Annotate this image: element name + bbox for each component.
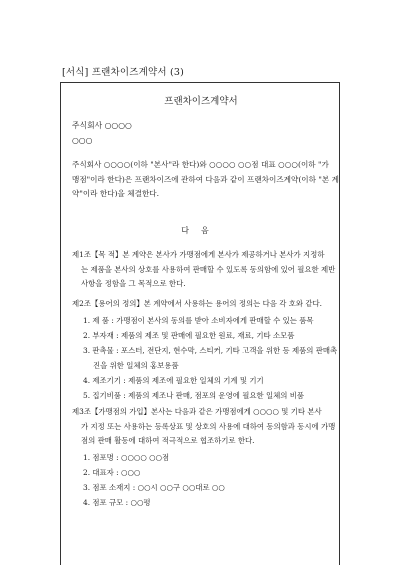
party-name: ○○○ (72, 136, 93, 145)
article-1 (72, 248, 336, 292)
intro-line: 주식회사 ○○○○(이하 "본사"라 한다)와 ○○○○ ○○점 대표 ○○○(이하 "가 (72, 160, 329, 169)
article-1-line: 제1조【목 적】본 계약은 본사가 가맹점에게 본사가 제공하거나 본사가 지정하 (72, 250, 325, 259)
article-2-item-continued: 진을 위한 일체의 홍보용품 (93, 361, 179, 370)
article-3 (72, 405, 336, 449)
article-3-line: 제3조【가맹점의 가입】본사는 다음과 같은 가맹점에게 ○○○○ 및 기타 본사 (72, 407, 322, 416)
article-3-item: 3. 점포 소재지 : ○○시 ○○구 ○○대로 ○○ (83, 483, 225, 492)
article-3-item: 1. 점포명 : ○○○○ ○○점 (83, 453, 170, 462)
article-1-line: 사항을 정함을 그 목적으로 한다. (81, 279, 186, 288)
contract-document (60, 82, 340, 565)
article-3-line: 점의 판매 활동에 대하여 적극적으로 협조하기로 한다. (81, 436, 255, 445)
article-2-item: 2. 부자재 : 제품의 제조 및 판매에 필요한 원료, 재료, 기타 소모품 (83, 331, 295, 340)
article-2 (72, 297, 336, 312)
center-heading: 다음 (181, 226, 221, 235)
intro-line: 약"이라 한다)을 체결한다. (72, 189, 160, 198)
article-2-item: 4. 제조기기 : 제품의 제조에 필요한 일체의 기계 및 기기 (83, 376, 264, 385)
document-title: 프랜차이즈계약서 (164, 96, 238, 107)
intro-paragraph (72, 158, 339, 202)
article-2-item: 3. 판촉물 : 포스터, 전단지, 현수막, 스티커, 기타 고객을 위한 등 제품의 판매촉 (83, 346, 338, 355)
article-2-heading: 제2조【용어의 정의】본 계약에서 사용하는 용어의 정의는 다음 각 호와 같다. (72, 299, 323, 308)
party-company: 주식회사 ○○○○ (72, 121, 132, 130)
article-2-item: 5. 집기비품 : 제품의 제조나 판매, 점포의 운영에 필요한 일체의 비품 (83, 391, 305, 400)
article-1-line: 는 제품을 본사의 상호를 사용하여 판매할 수 있도록 동의함에 있어 필요한 제반 (81, 264, 336, 274)
article-3-item: 4. 점포 규모 : ○○평 (83, 498, 151, 507)
article-3-line: 가 지정 또는 사용하는 등록상표 및 상호의 사용에 대하여 동의함과 동시에 가맹 (81, 421, 336, 431)
intro-line: 맹점"이라 한다)은 프랜차이즈에 관하여 다음과 같이 프랜차이즈계약(이하 "본 계 (72, 174, 339, 184)
form-caption: [서식] 프랜차이즈계약서 (3) (62, 67, 185, 78)
article-2-item: 1. 제 품 : 가맹점이 본사의 동의를 받아 소비자에게 판매할 수 있는 품목 (83, 316, 314, 325)
article-3-item: 2. 대표자 : ○○○ (83, 468, 141, 477)
